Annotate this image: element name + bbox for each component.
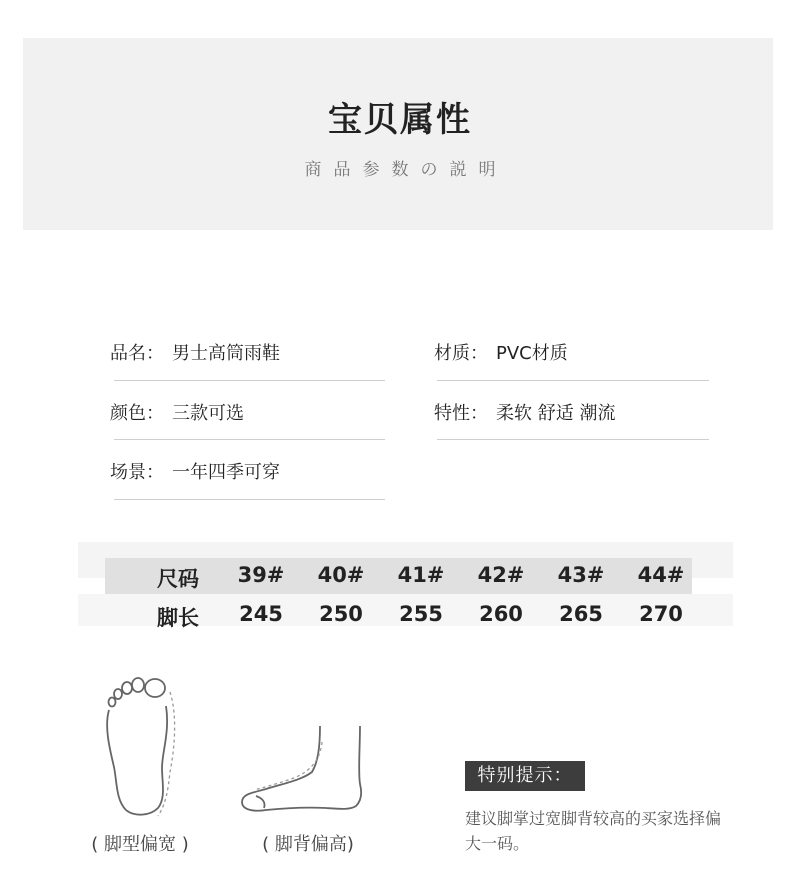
attr-value: 男士高筒雨鞋 (172, 343, 280, 364)
wide-foot-caption: ( 脚型偏宽 ) (91, 834, 189, 855)
length-cell: 245 (239, 602, 283, 626)
length-cell: 255 (399, 602, 443, 626)
divider (114, 499, 385, 500)
attr-value: PVC材质 (496, 343, 568, 364)
high-instep-caption: ( 脚背偏高) (262, 834, 354, 855)
size-cell: 41# (397, 563, 445, 587)
attr-key: 品名： (110, 343, 164, 364)
length-cell: 270 (639, 602, 683, 626)
length-cell: 250 (319, 602, 363, 626)
divider (114, 380, 385, 381)
page-title: 宝贝属性 (328, 100, 472, 140)
tip-text: 建议脚掌过宽脚背较高的买家选择偏大一码。 (465, 809, 722, 853)
high-instep-foot-icon (236, 722, 366, 817)
attr-key: 颜色： (110, 403, 164, 424)
size-cell: 43# (557, 563, 605, 587)
size-row-label: 尺码 (157, 567, 199, 591)
divider (437, 380, 709, 381)
attr-value: 柔软 舒适 潮流 (496, 403, 616, 424)
attr-key: 材质： (434, 343, 488, 364)
attr-material (434, 339, 568, 365)
wide-foot-icon (100, 672, 180, 822)
attr-key: 场景： (110, 462, 164, 483)
length-cell: 260 (479, 602, 523, 626)
divider (437, 439, 709, 440)
attr-color (110, 399, 244, 425)
length-row-label: 脚长 (157, 606, 199, 630)
attr-product-name (110, 339, 280, 365)
attr-value: 一年四季可穿 (172, 462, 280, 483)
attr-value: 三款可选 (172, 403, 244, 424)
attr-key: 特性： (434, 403, 488, 424)
length-cell: 265 (559, 602, 603, 626)
attr-scene (110, 458, 280, 484)
size-cell: 39# (237, 563, 285, 587)
size-cell: 44# (637, 563, 685, 587)
tip-label: 特别提示： (465, 761, 585, 791)
attr-feature (434, 399, 615, 425)
divider (114, 439, 385, 440)
size-cell: 40# (317, 563, 365, 587)
page-subtitle: 商品参数の説明 (304, 160, 508, 180)
size-cell: 42# (477, 563, 525, 587)
